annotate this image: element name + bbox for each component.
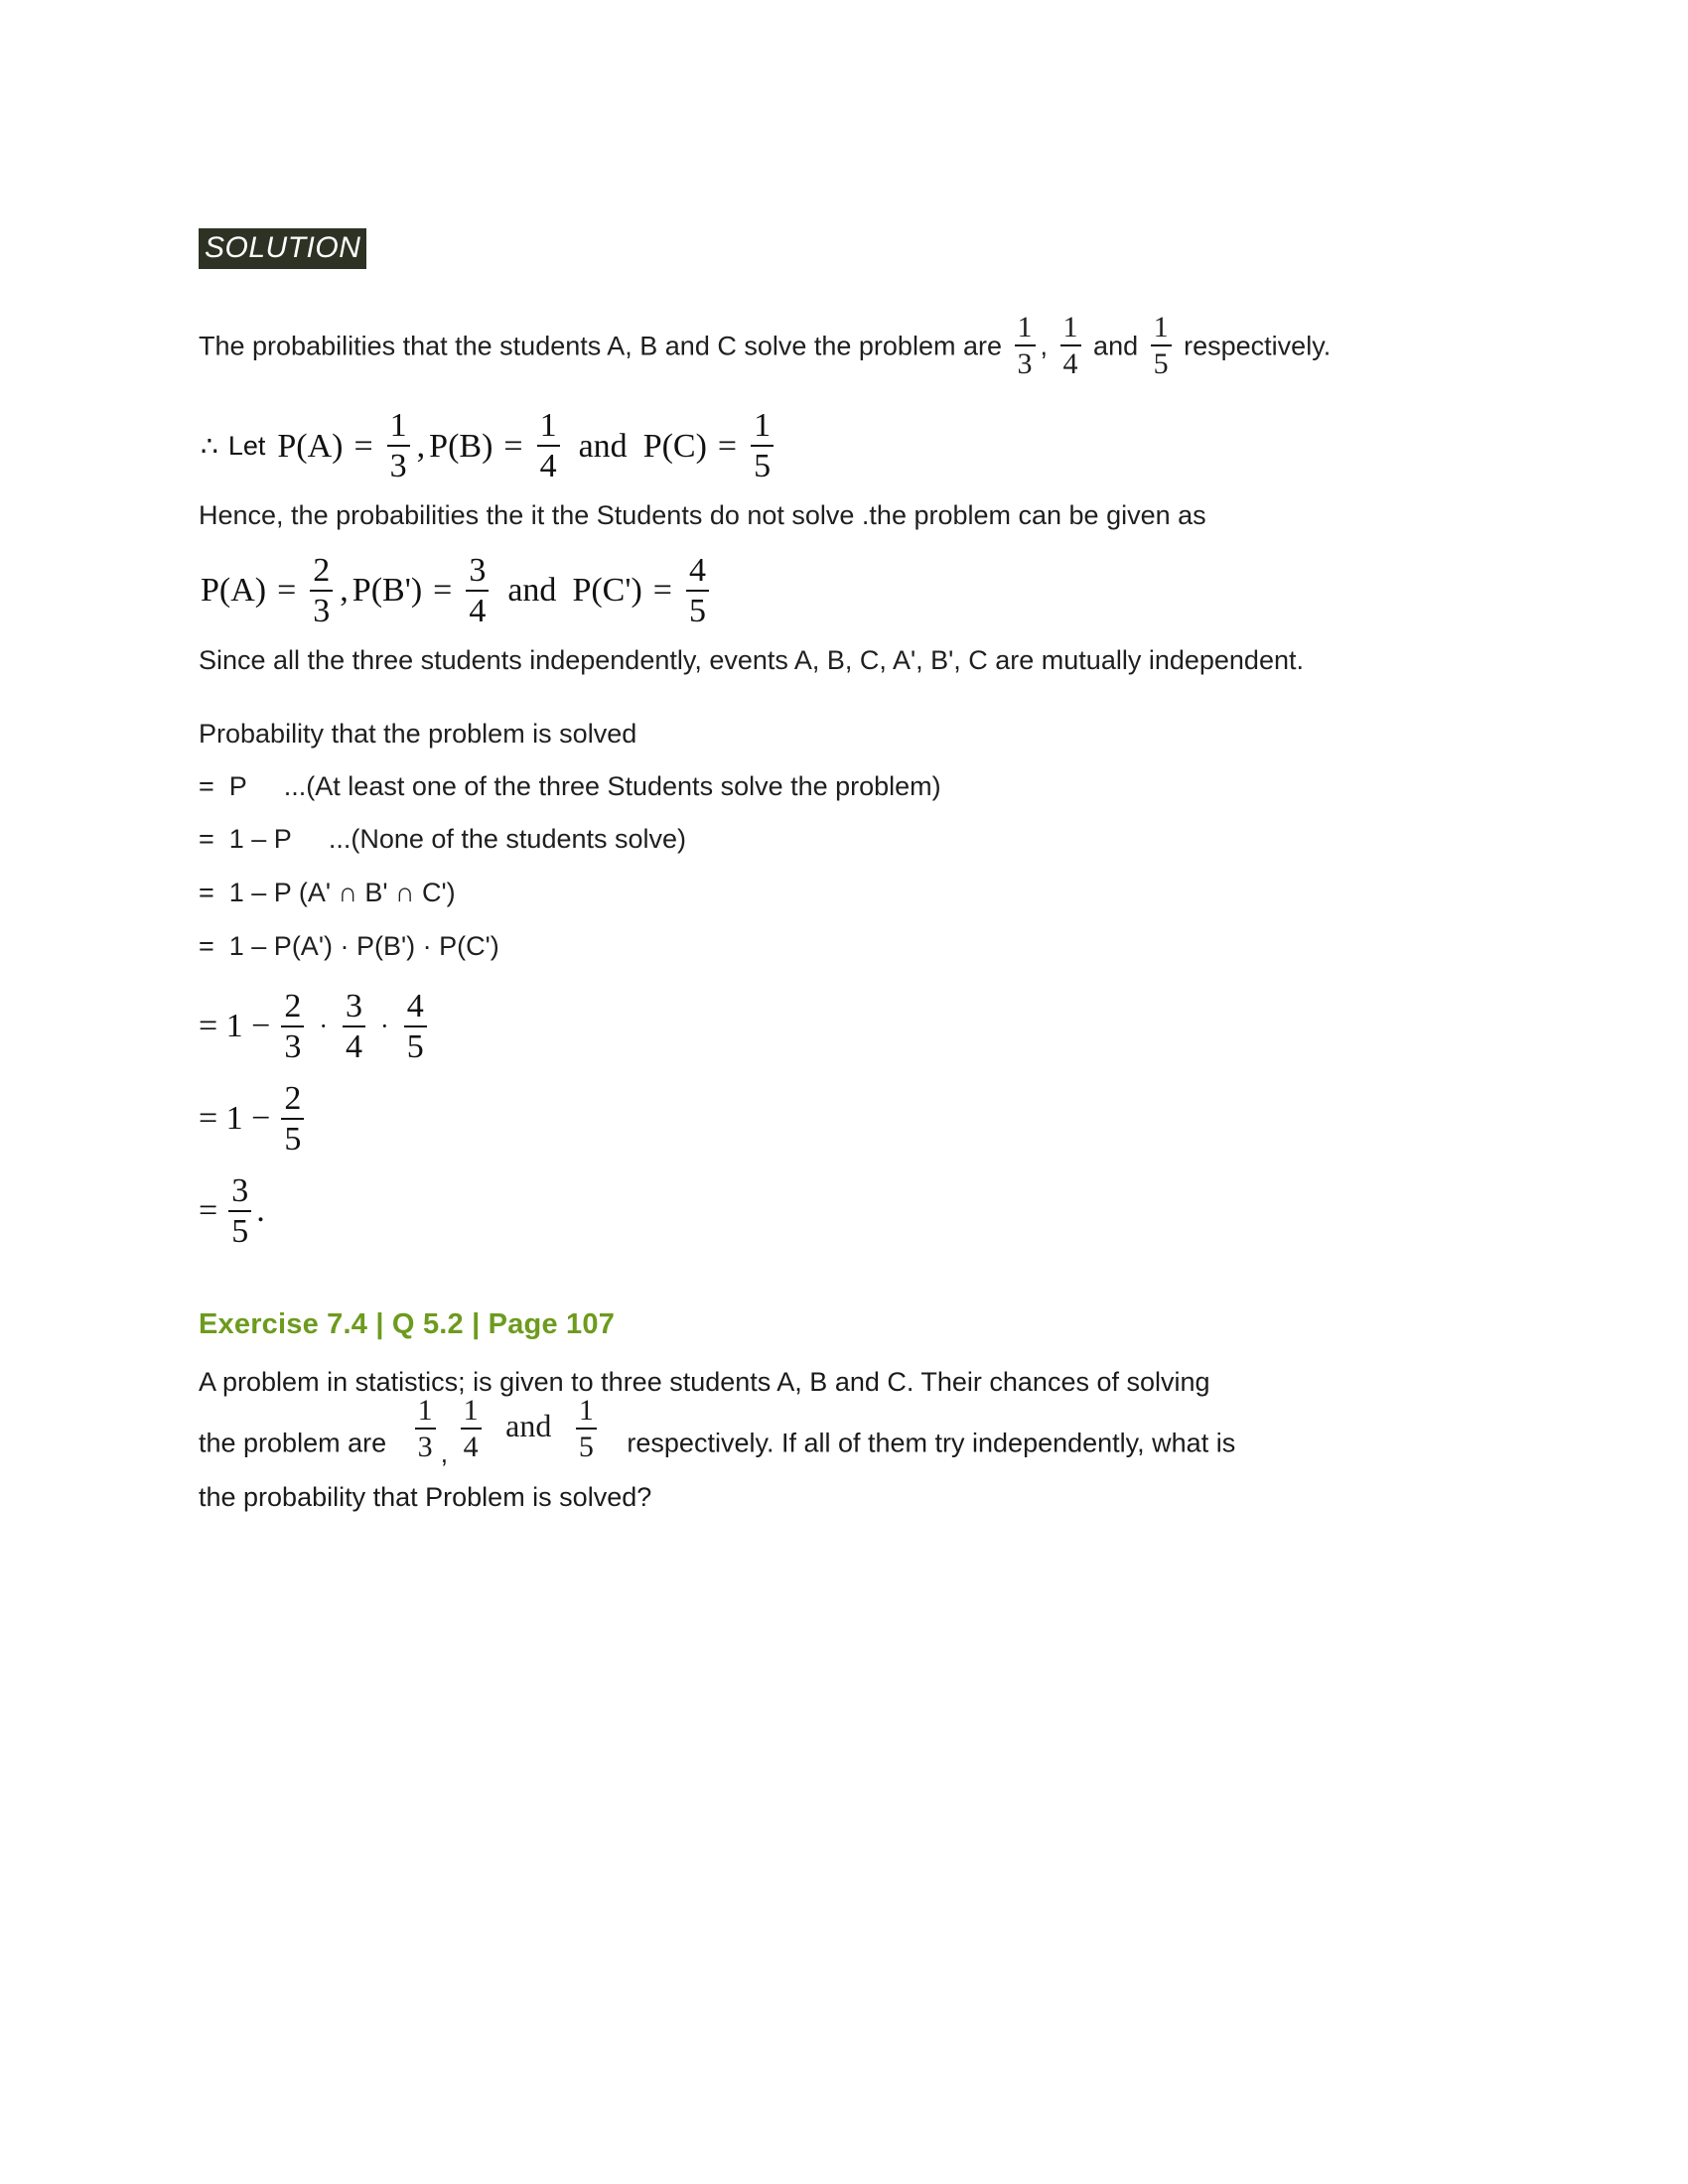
fraction-denominator: 5 [576, 1428, 597, 1462]
fraction-numerator: 3 [346, 987, 363, 1024]
fraction-numerator: 1 [578, 1394, 594, 1428]
fraction-three-fifths [228, 1171, 251, 1250]
fraction-numerator: 3 [469, 551, 487, 589]
p-of-a: P(A) [201, 572, 267, 609]
fraction-denominator: 5 [281, 1118, 304, 1157]
calculation-line-3-result [199, 1171, 1549, 1250]
fraction [1060, 313, 1081, 379]
fraction-denominator: 5 [404, 1025, 427, 1064]
multiplication-dot: · [380, 1012, 389, 1041]
fraction-two-thirds [281, 987, 304, 1065]
solution-step: = 1 – P (A' ∩ B' ∩ C') [199, 878, 456, 908]
intro-fraction-2 [1055, 313, 1086, 379]
question-comma: , [440, 1437, 449, 1468]
fraction-denominator: 4 [1060, 344, 1081, 379]
intro-paragraph [199, 311, 1549, 381]
fraction-numerator: 1 [389, 407, 407, 444]
solution-step: = 1 – P(A') · P(B') · P(C') [199, 931, 499, 962]
p-of-c-prime: P(C') [572, 572, 642, 609]
question-fraction-1 [410, 1396, 441, 1462]
fraction-one-third [387, 409, 410, 483]
question-fraction-3 [571, 1396, 602, 1462]
fraction-numerator: 2 [284, 987, 302, 1024]
fraction [415, 1396, 436, 1462]
solution-step: = 1 – P ...(None of the students solve) [199, 824, 687, 855]
let-equation-line [199, 409, 1549, 483]
fraction-one-fourth [537, 409, 560, 483]
fraction-denominator: 5 [686, 590, 709, 628]
fraction-numerator: 1 [1062, 311, 1078, 343]
fraction-three-fourths [466, 551, 489, 629]
intro-fraction-3 [1146, 313, 1177, 379]
fraction-numerator: 2 [284, 1079, 302, 1117]
fraction-numerator: 4 [406, 987, 424, 1024]
fraction-denominator: 4 [343, 1025, 365, 1064]
hence-paragraph: Hence, the probabilities the it the Students do not solve .the problem can be given as [199, 500, 1206, 530]
fraction-denominator: 3 [281, 1025, 304, 1064]
fraction-numerator: 4 [688, 551, 706, 589]
fraction-numerator: 3 [231, 1171, 249, 1209]
fraction-numerator: 1 [1017, 311, 1033, 343]
comma: , [340, 572, 349, 609]
intro-text-before: The probabilities that the students A, B and C solve the problem are [199, 331, 1002, 361]
p-of-b-prime: P(B') [352, 572, 423, 609]
complement-equation-line [199, 551, 1549, 629]
solution-badge: SOLUTION [199, 228, 366, 269]
fraction [576, 1396, 597, 1462]
fraction-numerator: 1 [463, 1394, 479, 1428]
multiplication-dot: · [319, 1012, 329, 1041]
question-fraction-2 [456, 1396, 487, 1462]
therefore-symbol: ∴ [201, 431, 218, 463]
fraction-denominator: 4 [537, 445, 560, 483]
intro-fraction-1 [1010, 313, 1041, 379]
fraction-three-fourths [343, 987, 365, 1065]
and-word: and [507, 572, 557, 609]
fraction-two-thirds [310, 551, 333, 629]
solution-step: = P ...(At least one of the three Students solve the problem) [199, 770, 941, 801]
fraction [1015, 313, 1036, 379]
fraction-numerator: 1 [417, 1394, 433, 1428]
exercise-heading: Exercise 7.4 | Q 5.2 | Page 107 [199, 1307, 616, 1340]
calc-lead: = [199, 1192, 218, 1230]
fraction-denominator: 5 [751, 445, 774, 483]
question-line-2 [199, 1394, 1549, 1478]
question-text-before: the problem are [199, 1428, 387, 1458]
equals-sign: = [433, 572, 453, 609]
fraction-numerator: 2 [313, 551, 331, 589]
comma: , [416, 427, 426, 465]
fraction-denominator: 3 [1015, 344, 1036, 379]
equals-sign: = [503, 427, 523, 465]
question-line-1: A problem in statistics; is given to three students A, B and C. Their chances of solving [199, 1366, 1210, 1397]
calculation-line-2 [199, 1079, 1549, 1158]
result-period: . [256, 1192, 265, 1230]
document-content [199, 228, 1549, 1517]
fraction-denominator: 4 [466, 590, 489, 628]
fraction-denominator: 5 [1151, 344, 1172, 379]
fraction-four-fifths [404, 987, 427, 1065]
probability-solved-heading: Probability that the problem is solved [199, 719, 637, 749]
calculation-line-1 [199, 987, 1549, 1065]
and-word: and [578, 427, 628, 465]
fraction-one-fifth [751, 409, 774, 483]
calc-lead: = 1 − [199, 1008, 271, 1045]
fraction-numerator: 1 [1153, 311, 1169, 343]
let-word: Let [227, 431, 266, 461]
fraction [1151, 313, 1172, 379]
fraction [461, 1396, 482, 1462]
equals-sign: = [717, 427, 738, 465]
fraction-denominator: 4 [461, 1428, 482, 1462]
equals-sign: = [277, 572, 297, 609]
intro-comma: , [1040, 331, 1049, 361]
fraction-two-fifths [281, 1079, 304, 1158]
fraction-denominator: 3 [387, 445, 410, 483]
p-of-a: P(A) [277, 427, 344, 465]
question-line-3: the probability that Problem is solved? [199, 1482, 652, 1513]
fraction-numerator: 1 [754, 407, 772, 444]
independence-paragraph: Since all the three students independently, events A, B, C, A', B', C are mutually independent. [199, 644, 1304, 675]
question-text-after: respectively. If all of them try independently, what is [627, 1428, 1236, 1458]
fraction-numerator: 1 [539, 407, 557, 444]
intro-text-after: respectively. [1184, 331, 1332, 361]
fraction-denominator: 5 [228, 1210, 251, 1249]
equals-sign: = [652, 572, 672, 609]
solution-badge-row [199, 228, 1549, 269]
p-of-c: P(C) [642, 427, 707, 465]
fraction-denominator: 3 [310, 590, 333, 628]
fraction-denominator: 3 [415, 1428, 436, 1462]
calc-lead: = 1 − [199, 1100, 271, 1138]
p-of-b: P(B) [429, 427, 493, 465]
equals-sign: = [353, 427, 373, 465]
question-and-word: and [505, 1407, 552, 1443]
intro-and: and [1093, 331, 1139, 361]
fraction-four-fifths [686, 551, 709, 629]
